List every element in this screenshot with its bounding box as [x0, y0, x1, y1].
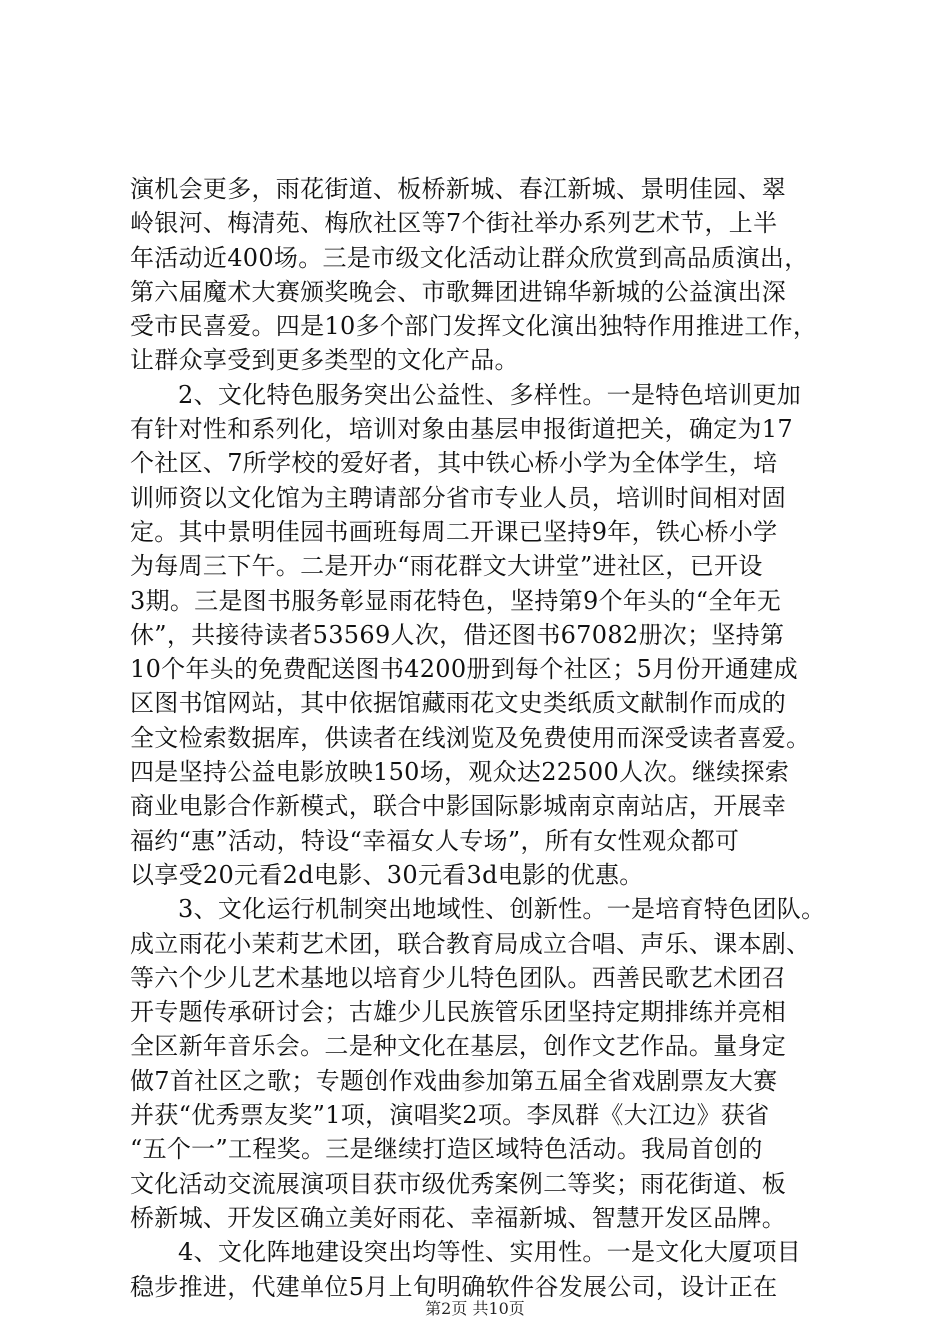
text-line: 以享受20元看2d电影、30元看3d电影的优惠。	[130, 860, 644, 889]
paragraph-start-line: 3、文化运行机制突出地域性、创新性。一是培育特色团队。	[178, 895, 826, 924]
text-line: 第六届魔术大赛颁奖晚会、市歌舞团进锦华新城的公益演出深	[130, 277, 787, 306]
text-line: 休”，共接待读者53569人次，借还图书67082册次；坚持第	[130, 620, 785, 649]
text-line: 演机会更多，雨花街道、板桥新城、春江新城、景明佳园、翠	[130, 175, 787, 203]
page-footer: 第2页 共10页	[425, 1299, 525, 1318]
text-line: 定。其中景明佳园书画班每周二开课已坚持9年，铁心桥小学	[130, 517, 778, 546]
text-line: 稳步推进，代建单位5月上旬明确软件谷发展公司，设计正在	[130, 1272, 778, 1301]
text-line: 岭银河、梅清苑、梅欣社区等7个街社举办系列艺术节，上半	[130, 209, 778, 238]
text-line: 开专题传承研讨会；古雄少儿民族管乐团坚持定期排练并亮相	[130, 998, 787, 1027]
text-line: 3期。三是图书服务彰显雨花特色，坚持第9个年头的“全年无	[130, 586, 782, 615]
text-line: 文化活动交流展演项目获市级优秀案例二等奖；雨花街道、板	[130, 1169, 787, 1198]
text-line: 让群众享受到更多类型的文化产品。	[130, 346, 519, 375]
text-line: 全文检索数据库，供读者在线浏览及免费使用而深受读者喜爱。	[130, 723, 811, 752]
text-line: 有针对性和系列化，培训对象由基层申报街道把关，确定为17	[130, 415, 793, 444]
text-line: 做7首社区之歌；专题创作戏曲参加第五届全省戏剧票友大赛	[130, 1066, 778, 1095]
paragraph-start-line: 4、文化阵地建设突出均等性、实用性。一是文化大厦项目	[178, 1238, 802, 1267]
text-line: 训师资以文化馆为主聘请部分省市专业人员，培训时间相对固	[130, 483, 787, 512]
text-line: 受市民喜爱。四是10多个部门发挥文化演出独特作用推进工作，	[130, 312, 818, 341]
text-line: 区图书馆网站，其中依据馆藏雨花文史类纸质文献制作而成的	[130, 689, 787, 718]
text-line: 个社区、7所学校的爱好者，其中铁心桥小学为全体学生，培	[130, 449, 778, 478]
body-text	[130, 172, 830, 1304]
text-line: 商业电影合作新模式，联合中影国际影城南京南站店，开展幸	[130, 792, 787, 821]
text-line: “五个一”工程奖。三是继续打造区域特色活动。我局首创的	[130, 1135, 763, 1164]
text-line: 四是坚持公益电影放映150场，观众达22500人次。继续探索	[130, 758, 790, 787]
text-line: 年活动近400场。三是市级文化活动让群众欣赏到高品质演出，	[130, 243, 809, 272]
text-line: 成立雨花小茉莉艺术团，联合教育局成立合唱、声乐、课本剧、	[130, 929, 811, 958]
text-line: 桥新城、开发区确立美好雨花、幸福新城、智慧开发区品牌。	[130, 1203, 787, 1232]
text-line: 10个年头的免费配送图书4200册到每个社区；5月份开通建成	[130, 655, 798, 684]
paragraph-start-line: 2、文化特色服务突出公益性、多样性。一是特色培训更加	[178, 380, 802, 409]
text-line: 并获“优秀票友奖”1项，演唱奖2项。李凤群《大江边》获省	[130, 1101, 770, 1130]
text-line: 为每周三下午。二是开办“雨花群文大讲堂”进社区，已开设	[130, 552, 763, 581]
text-line: 等六个少儿艺术基地以培育少儿特色团队。西善民歌艺术团召	[130, 963, 787, 992]
text-line: 全区新年音乐会。二是种文化在基层，创作文艺作品。量身定	[130, 1032, 787, 1061]
text-line: 福约“惠”活动，特设“幸福女人专场”，所有女性观众都可	[130, 826, 740, 855]
